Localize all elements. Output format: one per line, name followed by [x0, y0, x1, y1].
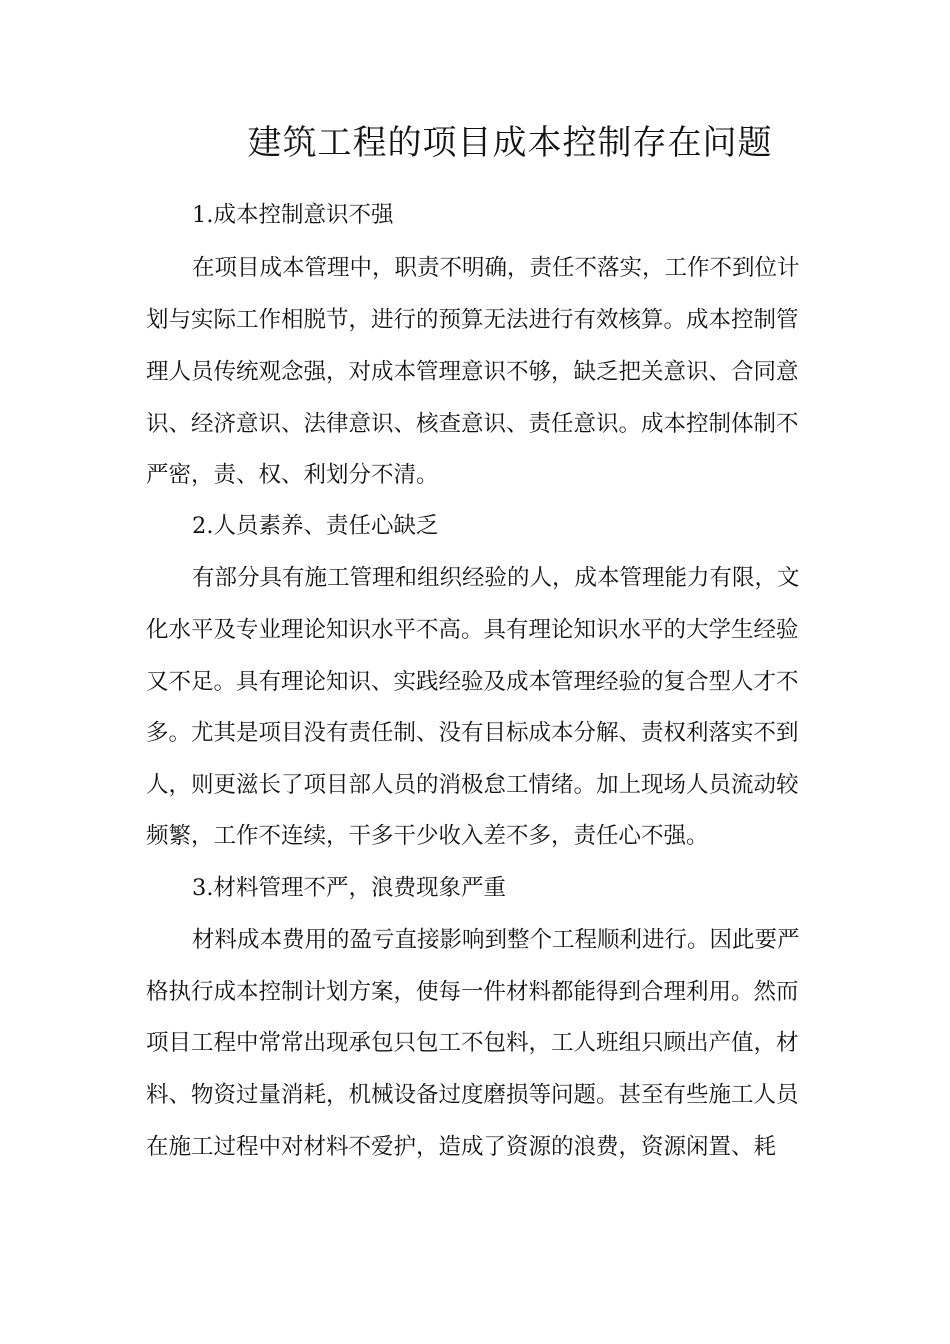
paragraph-line: 多。尤其是项目没有责任制、没有目标成本分解、责权利落实不到 [146, 720, 799, 746]
section-heading-1: 1.成本控制意识不强 [192, 202, 394, 228]
paragraph-line: 频繁，工作不连续，干多干少收入差不多，责任心不强。 [146, 823, 709, 849]
paragraph-line: 划与实际工作相脱节，进行的预算无法进行有效核算。成本控制管 [146, 307, 799, 333]
paragraph-line: 人，则更滋长了项目部人员的消极怠工情绪。加上现场人员流动较 [146, 772, 799, 798]
paragraph-line: 料、物资过量消耗，机械设备过度磨损等问题。甚至有些施工人员 [146, 1082, 799, 1108]
paragraph-line: 识、经济意识、法律意识、核查意识、责任意识。成本控制体制不 [146, 411, 799, 437]
document-title: 建筑工程的项目成本控制存在问题 [247, 123, 773, 163]
section-heading-2: 2.人员素养、责任心缺乏 [192, 513, 439, 539]
paragraph-line: 格执行成本控制计划方案，使每一件材料都能得到合理利用。然而 [146, 979, 799, 1005]
paragraph-line: 有部分具有施工管理和组织经验的人，成本管理能力有限，文 [192, 565, 800, 591]
paragraph-line: 化水平及专业理论知识水平不高。具有理论知识水平的大学生经验 [146, 617, 799, 643]
paragraph-line: 项目工程中常常出现承包只包工不包料，工人班组只顾出产值，材 [146, 1030, 799, 1056]
section-heading-3: 3.材料管理不严，浪费现象严重 [192, 875, 506, 901]
paragraph-line: 又不足。具有理论知识、实践经验及成本管理经验的复合型人才不 [146, 669, 799, 695]
paragraph-line: 在项目成本管理中，职责不明确，责任不落实，工作不到位计 [192, 255, 800, 281]
paragraph-line: 在施工过程中对材料不爱护，造成了资源的浪费，资源闲置、耗 [146, 1134, 777, 1160]
paragraph-line: 严密，责、权、利划分不清。 [146, 462, 439, 488]
paragraph-line: 材料成本费用的盈亏直接影响到整个工程顺利进行。因此要严 [192, 927, 800, 953]
paragraph-line: 理人员传统观念强，对成本管理意识不够，缺乏把关意识、合同意 [146, 359, 799, 385]
